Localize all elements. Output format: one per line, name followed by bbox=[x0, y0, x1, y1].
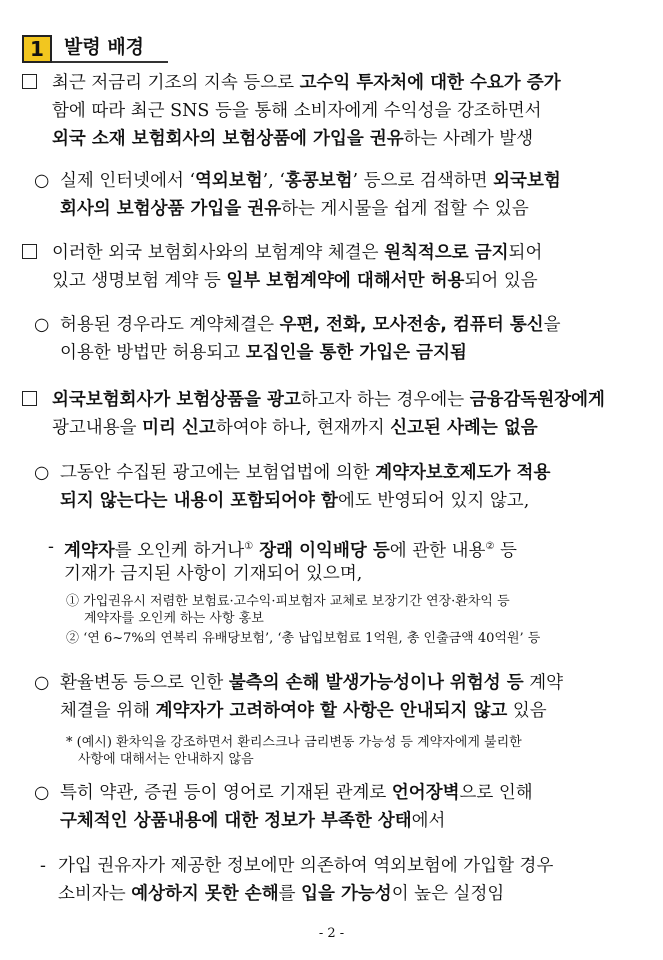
text-line: 함에 따라 최근 SNS 등을 통해 소비자에게 수익성을 강조하면서 bbox=[52, 101, 542, 121]
text-line: 계약자를 오인케 하거나① 장래 이익배당 등에 관한 내용② 등 bbox=[64, 540, 517, 561]
square-bullet bbox=[22, 389, 37, 411]
dash-bullet: - bbox=[48, 537, 54, 557]
text-line: 이러한 외국 보험회사와의 보험계약 체결은 원칙적으로 금지되어 bbox=[52, 243, 543, 263]
text-line: 구체적인 상품내용에 대한 정보가 부족한 상태에서 bbox=[60, 811, 446, 831]
text-line: 이용한 방법만 허용되고 모집인을 통한 가입은 금지됨 bbox=[60, 343, 467, 363]
text-line: 환율변동 등으로 인한 불측의 손해 발생가능성이나 위험성 등 계약 bbox=[60, 673, 564, 693]
section-number-box: 1 bbox=[22, 35, 52, 63]
text-line: 외국보험회사가 보험상품을 광고하고자 하는 경우에는 금융감독원장에게 bbox=[52, 390, 605, 410]
section-heading bbox=[22, 29, 168, 63]
text-line: 되지 않는다는 내용이 포함되어야 함에도 반영되어 있지 않고, bbox=[60, 491, 530, 511]
footnote-1-cont: 계약자를 오인케 하는 사항 홍보 bbox=[84, 611, 264, 626]
note-line: * (예시) 환차익을 강조하면서 환리스크나 금리변동 가능성 등 계약자에게 불리한 bbox=[66, 735, 522, 750]
text-line: 허용된 경우라도 계약체결은 우편, 전화, 모사전송, 컴퓨터 통신을 bbox=[60, 315, 561, 335]
text-line: 가입 권유자가 제공한 정보에만 의존하여 역외보험에 가입할 경우 bbox=[58, 856, 554, 876]
text-line: 최근 저금리 기조의 지속 등으로 고수익 투자처에 대한 수요가 증가 bbox=[52, 73, 561, 93]
footnote-1: ① 가입권유시 저렴한 보험료·고수익·피보험자 교체로 보장기간 연장·환차익 등 bbox=[66, 594, 510, 609]
text-line: 회사의 보험상품 가입을 권유하는 게시물을 쉽게 접할 수 있음 bbox=[60, 199, 529, 219]
text-line: 실제 인터넷에서 ‘역외보험’, ‘홍콩보험’ 등으로 검색하면 외국보험 bbox=[60, 171, 561, 191]
text-line: 광고내용을 미리 신고하여야 하나, 현재까지 신고된 사례는 없음 bbox=[52, 418, 538, 438]
circle-bullet: ○ bbox=[34, 783, 50, 803]
text-line: 특히 약관, 증권 등이 영어로 기재된 관계로 언어장벽으로 인해 bbox=[60, 783, 533, 803]
text-line: 체결을 위해 계약자가 고려하여야 할 사항은 안내되지 않고 있음 bbox=[60, 701, 547, 721]
text-line: 소비자는 예상하지 못한 손해를 입을 가능성이 높은 실정임 bbox=[58, 884, 505, 904]
note-line: 사항에 대해서는 안내하지 않음 bbox=[78, 752, 254, 767]
circle-bullet: ○ bbox=[34, 673, 50, 693]
circle-bullet: ○ bbox=[34, 171, 50, 191]
dash-bullet: - bbox=[40, 856, 46, 876]
text-line: 그동안 수집된 광고에는 보험업법에 의한 계약자보호제도가 적용 bbox=[60, 463, 551, 483]
section-title: 발령 배경 bbox=[52, 32, 168, 63]
page-number: - 2 - bbox=[318, 926, 345, 941]
text-line: 기재가 금지된 사항이 기재되어 있으며, bbox=[64, 564, 363, 584]
footnote-2: ② ‘연 6~7%의 연복리 유배당보험’, ‘총 납입보험료 1억원, 총 인출금액 40억원’ 등 bbox=[66, 631, 541, 646]
circle-bullet: ○ bbox=[34, 315, 50, 335]
square-bullet bbox=[22, 242, 37, 264]
text-line: 외국 소재 보험회사의 보험상품에 가입을 권유하는 사례가 발생 bbox=[52, 129, 534, 149]
square-bullet bbox=[22, 72, 37, 94]
text-line: 있고 생명보험 계약 등 일부 보험계약에 대해서만 허용되어 있음 bbox=[52, 271, 538, 291]
circle-bullet: ○ bbox=[34, 463, 50, 483]
